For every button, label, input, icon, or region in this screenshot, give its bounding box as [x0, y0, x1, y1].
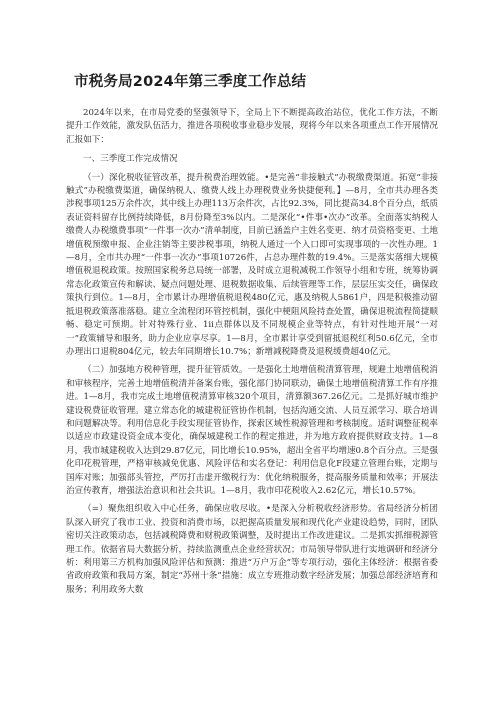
paragraph-tax-reform: （一）深化税收征管改革，提升税费治理效能。•是完善“非接触式”办税缴费渠道。拓宽“非接触式”办税缴费渠道，确保纳税人、缴费人线上办理税费业务快捷便利。】—8月，全市共办理各类涉税事项125万余件次，其中线上办理113万余件次，占比92.3%，同比提高34.8个百分点，纸质表证资料留存比例持续降低，8月份降至3%以内。二是深化“•件事•次办”改革。全面落实纳税人缴费人办税缴费事项“一件事一次办”清单制度，目前已涵盖户主姓名变更、纳才员资格变更、土地增值税预缴申报、企业注销等主要涉税事项，纳税人通过一个入口即可实现事项的一次性办理。1—8月，全市共办理“一件事一次办”事项10726件，占总办理件数的19.4%。三是落实落细大规模增值税退税政策。按照国家税务总局统一部署，及时成立退税减税工作领导小组和专班，统筹协调常态化政策宣传和解读、疑点问题处理、退税数据收集、后续管理等工作，层层压实交任，确保政策执行到位。1—8月，全市累计办理增值税退税480亿元，惠及纳税人5861户，四是积极推动留抵退税政策落准落稳。建立全流程闭环管控机制，强化中梗阻风险持查处置，确保退税流程简捷顺畅、稳定可预期。针对特殊行业、1ii点群体以及不同规模企业等特点，有针对性地开展“一对一”政策辅导和服务，助力企业应享尽享。1—8月，全市累计享受到留抵退税红利50.6亿元，全市办理出口退税804亿元，较去年同期增长10.7%；新增减税降费及退税缓费超40亿元。	[66, 172, 438, 357]
paragraph-local-tax: （二）加强地方税种管理，提升征管质效。一是强化土地增值税清算管理，规避土地增值税消和审核程序，完善土地增值税清并备案台账，强化部门协同联动，确保土地增值税清算工作有序推进。1—8月，我市完成土地增值税清算审核320个项目，清算额367.26亿元。二是抓好城市维护建设税费征收管理。建立常态化的城建税征管协作机制，包括沟通交流、人员互派学习、联合培训和问题解决等。利用信息化手段实现征管协作，探索区域性税源管理和考核制度。适时调整征税率以适应市政建设资金成本变化，确保城建税工作的程定推进，并为地方政府提供财政支持。1—8月，我市城建税收入达到29.87亿元，同比增长10.95%，超出全省平均增速0.8个百分点。三是强化印花税管理，严格审核减免优惠、风险评估和实名登记：利用信息化F段建立管理台账，定期与国库对账；加强部头管控，严厉打击虚开缴税行为：优化纳税服务，提高服务质量和效率；开展法治宣传教育，增强法治意识和社会共识。1—8月，我市印花税收入2.62亿元，增长10.57%。	[66, 365, 438, 496]
section-heading: 一、三季度工作完成情况	[83, 154, 178, 165]
document-title: 市税务局2024年第三季度工作总结	[74, 74, 307, 90]
intro-paragraph: 2024年以来，在市局党委的坚强领导下，全局上下不断提高政治站位，优化工作方法，不断提升工作效能，激发队伍活力，推进各项税收事业稳步发展，现将今年以来各项重点工作开展情况汇报如下：	[66, 108, 438, 145]
paragraph-revenue: （=）聚焦组织收入中心任务，确保应收尽收。•是深入分析税收经济形势。省局经济分析团队深入研究了我市工业、投资和消费市场，以把握高质量发展和现代化产业建设趋势，同时，团队密切关注政策动态，包括减税降费和财税政策调整，及时提出工作改进建议。二是抓实抓细税源管理工作。依据省局大数据分析，持续监测重点企业经营状况；市局领导带队进行实地调研和经济分析：利用第三方机构加强风险评估和预测：推进“万户万企”等专项行动，强化主体经济：根据省委省政府政策和我局方案，制定“苏州十条”措施：成立专班推动数字经济发展；加强总部经济培育和服务；利用政务大数	[66, 504, 438, 595]
